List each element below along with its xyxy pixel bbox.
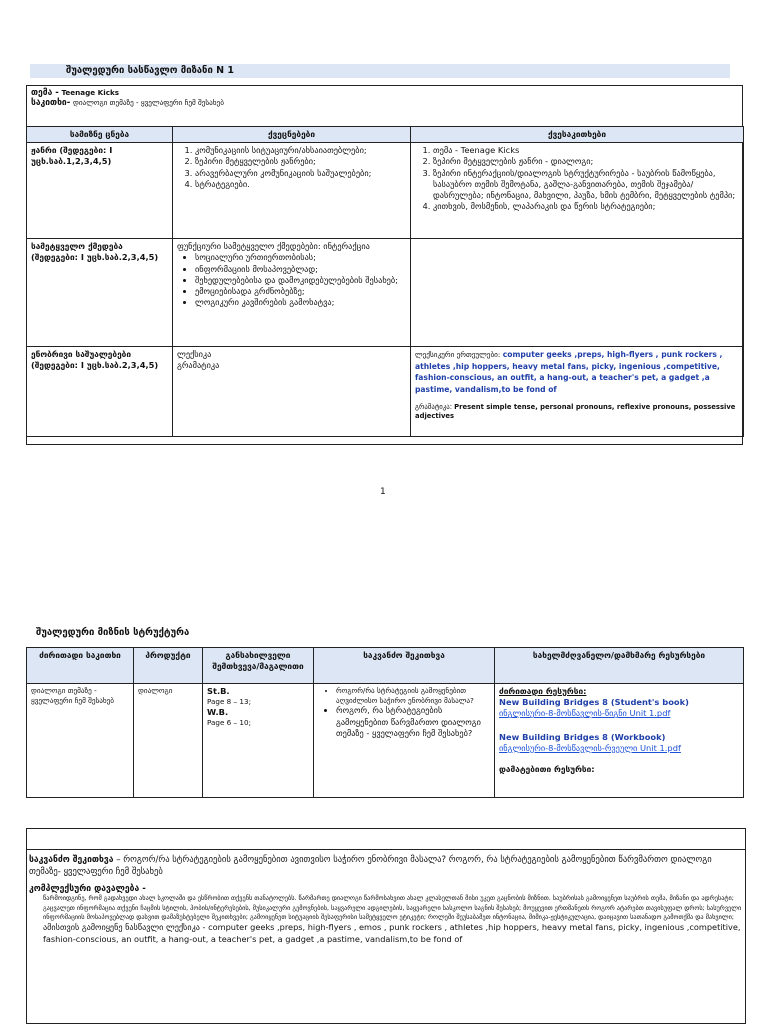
subconcepts-list <box>177 145 406 190</box>
wb-label: W.B. <box>207 706 229 717</box>
complex-task-text: წარმოიდგინე, რომ გადახვედი ახალ სკოლაში და ესწრობით თქვენს თანატოლებს. წარმართე დიალოგი წარმოსახვით ახალ კლასელთან მისი უკეთ გაცნობის მიზნით. საუბრისას გამოიყენეთ საუბრის თემა, მიზანი და ადრესატი; გაცვალეთ ინფორმაცია თქვენი ჩაცმის სტილის, ჰობის/ინტერესების, მუსიკალური გემოვნების, საყვარელი ადგილების, საყვარელი სასკოლო საგნის შესახებ; მოუყევით ერთმანეთს როგორ ატარებთ თავისუფალ დროს; სასურველი ინფორმაციის მოსაპოვებლად დასვით დამაზუსტებელი შეკითხვები; გამოიყენეთ სიტუაციის შესაფერისი სამეტყველო ეტიკეტი; როლეში შეუსაბამეთ ინტონაცია, მიმიკა-ჟესტიკულაცია, დაიცავით სათანადო გამოთქმა და მახვილი; <box>43 895 742 921</box>
col-header-subtopics: ქვესაკითხები <box>411 127 744 143</box>
wb-pages: Page 6 – 10; <box>207 718 251 728</box>
empty-cell <box>411 239 744 347</box>
structure-title: შუალედური მიზნის სტრუქტურა <box>36 627 190 638</box>
list-item: • ინფორმაციის მოსაპოვებლად; <box>195 264 406 275</box>
goal-box <box>26 85 743 445</box>
topic-header <box>27 86 742 126</box>
col-header-concept: სამიზნე ცნება <box>27 127 173 143</box>
resource-link-1[interactable]: ინგლისური-8-მოსწავლის-წიგნი Unit 1.pdf <box>499 708 671 719</box>
subtopic-value: დიალოგი თემაზე - ყველაფერი ჩემ შესახებ <box>72 98 224 107</box>
table-row <box>27 347 744 437</box>
vocab-list: computer geeks ,preps, high-flyers , punk rockers , athletes ,hip hoppers, heavy metal fans, picky, ingenious ,competitive, fashion-conscious, an outfit, a hang-out, a teacher's pet, a gadget ,a pastime, vandalism,to be fond of <box>415 350 723 394</box>
concept-speech-act: სამეტყველო ქმედება (შედეგები: I უცხ.საბ.2,3,4,5) <box>27 239 173 347</box>
structure-topic: დიალოგი თემაზე - ყველაფერი ჩემ შესახებ <box>27 684 134 798</box>
page-number: 1 <box>380 487 386 497</box>
grammar-list: Present simple tense, personal pronouns, reflexive pronouns, possessive adjectives <box>415 403 736 421</box>
list-item: • როგორ/რა სტრატეგიის გამოყენებით აღვიძლისო საჭირო ენობრივი მასალა? <box>336 686 490 705</box>
list-item: • სოციალური ურთიერთობისას; <box>195 252 406 263</box>
topic-value: Teenage Kicks <box>61 88 120 97</box>
speech-act-intro: ფუნქციური სამეტყველო ქმედებები: ინტერაქცია <box>177 241 370 252</box>
topic-label: თემა - <box>31 88 59 98</box>
table-row <box>27 239 744 347</box>
list-item: • როგორ, რა სტრატეგიების გამოყენებით წარვმართო დიალოგი თემაზე - ყველაფერი ჩემ შესახებ? <box>336 705 490 739</box>
list-item: 4. სტრატეგიები. <box>195 179 406 190</box>
list-item: 3. არავერბალური კომუნიკაციის საშუალებები; <box>195 168 406 179</box>
speech-act-list <box>177 252 406 308</box>
list-item: 2. ზეპირი მეტყველების ჟანრი - დიალოგი; <box>433 156 739 167</box>
grammar-line: გრამატიკა <box>177 360 220 371</box>
key-question-text: – როგორ/რა სტრატეგიების გამოყენებით ავითვისო საჭირო ენობრივი მასალა? როგორ, რა სტრატეგიების გამოყენებით წარვმართო დიალოგი თემაზე- ყველაფერი ჩემ შესახებ <box>29 855 712 878</box>
col-header-case: განსახილველი შემთხვევა/მაგალითი <box>203 648 314 684</box>
complex-task-label: კომპლექსური დავალება - <box>29 884 146 895</box>
list-item: 2. ზეპირი მეტყველების ჟანრები; <box>195 156 406 167</box>
grammar-label: გრამატიკა: <box>415 403 452 412</box>
col-header-subconcepts: ქვეცნებები <box>173 127 411 143</box>
list-item: 3. ზეპირი ინტერაქციის/დიალოგის სტრუქტურირება - საუბრის წამოწყება, სასაუბრო თემის შემოტანა, გაშლა-განვითარება, თემის შეჯამება/დასრულება; ინტონაცია, მახვილი, პაუზა, ხმის ტემბრი, მეტყველების ტემპი; <box>433 168 739 202</box>
resource-book-2: New Building Bridges 8 (Workbook) <box>499 731 666 742</box>
section-title: შუალედური სასწავლო მიზანი N 1 <box>30 64 730 78</box>
subtopic-label: საკითხი- <box>31 98 71 108</box>
list-item: • ლოგიკური კავშირების გამოხატვა; <box>195 297 406 308</box>
structure-table <box>26 647 744 798</box>
list-item: • ემოციებისადა გრძნობებზე; <box>195 286 406 297</box>
table-row <box>27 143 744 239</box>
concept-genre: ჟანრი (შედეგები: I უცხ.საბ.1,2,3,4,5) <box>27 143 173 239</box>
list-item: 1. კომუნიკაციის სიტუაციური/ახსაიათებლები; <box>195 145 406 156</box>
sb-pages: Page 8 – 13; <box>207 697 251 707</box>
table-row <box>27 684 744 798</box>
vocab-intro: ამისთვის გამოიყენე ნასწავლი ლექსიკა - <box>43 922 206 933</box>
vocab-label: ლექსიკური ერთეულები: <box>415 350 501 360</box>
list-item: 4. კითხვის, მოსმენის, ლაპარაკის და წერის სტრატეგიები; <box>433 201 739 212</box>
subtopics-list <box>415 145 739 212</box>
concept-language-means: ენობრივი საშუალებები (შედეგები: I უცხ.საბ.2,3,4,5) <box>27 347 173 437</box>
bottom-vocab-list: computer geeks ,preps, high-flyers , emos , punk rockers , athletes ,hip hoppers, heavy metal fans, picky, ingenious ,competitive, fashion-conscious, an outfit, a hang-out, a teacher's pet, a gadget ,a pastime, vandalism,to be fond of <box>43 922 741 944</box>
concepts-table <box>26 126 744 437</box>
col-header-key-question: საკვანძო შეკითხვა <box>314 648 495 684</box>
sb-label: St.B. <box>207 686 230 696</box>
list-item: 1. თემა - Teenage Kicks <box>433 145 739 156</box>
col-header-topic: ძირითადი საკითხი <box>27 648 134 684</box>
resource-book-1: New Building Bridges 8 (Student's book) <box>499 697 689 708</box>
extra-resource-label: დამატებითი რესურსი: <box>499 763 595 774</box>
structure-product: დიალოგი <box>134 684 203 798</box>
resource-link-2[interactable]: ინგლისური-8-მოსწავლის-რვეული Unit 1.pdf <box>499 742 681 753</box>
key-questions-list <box>318 686 490 739</box>
key-question-label: საკვანძო შეკითხვა <box>29 855 114 865</box>
vocab-line: ლექსიკა <box>177 349 212 360</box>
col-header-product: პროდუქტი <box>134 648 203 684</box>
col-header-resources: სახელმძღვანელო/დამხმარე რესურსები <box>495 648 744 684</box>
main-resource-label: ძირითადი რესურსი: <box>499 686 587 696</box>
complex-task-box <box>26 828 746 1024</box>
list-item: • შეხედულებებისა და დამოკიდებულებების შესახებ; <box>195 275 406 286</box>
